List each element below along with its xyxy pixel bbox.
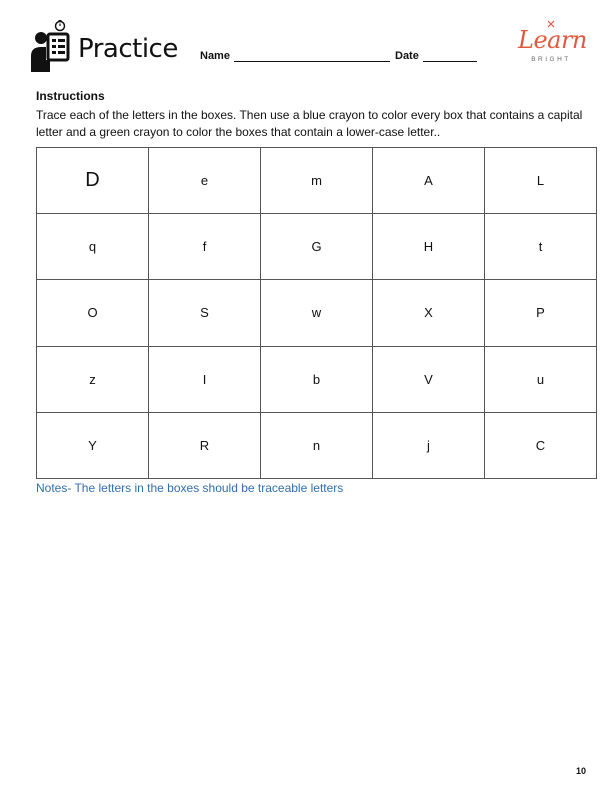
grid-row <box>37 346 597 412</box>
letter-box[interactable]: e <box>149 148 261 214</box>
date-label: Date <box>395 50 419 62</box>
name-line[interactable] <box>234 51 390 62</box>
letter-box[interactable]: A <box>373 148 485 214</box>
grid-row <box>37 148 597 214</box>
grid-row <box>37 280 597 346</box>
letter-box[interactable]: b <box>261 346 373 412</box>
letter-box[interactable]: w <box>261 280 373 346</box>
letter-box[interactable]: G <box>261 214 373 280</box>
letter-grid <box>36 147 597 479</box>
letter-box[interactable]: f <box>149 214 261 280</box>
learn-bright-logo <box>518 26 587 68</box>
letter-box[interactable]: z <box>37 346 149 412</box>
grid-row <box>37 412 597 478</box>
letter-box[interactable]: L <box>485 148 597 214</box>
date-line[interactable] <box>423 51 477 62</box>
page-title: Practice <box>78 34 178 64</box>
name-field[interactable] <box>200 50 390 62</box>
logo-word: Learn <box>518 26 587 54</box>
letter-box[interactable]: X <box>373 280 485 346</box>
letter-box[interactable]: D <box>37 148 149 214</box>
grid-row <box>37 214 597 280</box>
logo-subtitle: BRIGHT <box>531 56 571 63</box>
page-number: 10 <box>576 766 587 776</box>
letter-box[interactable]: S <box>149 280 261 346</box>
letter-box[interactable]: I <box>149 346 261 412</box>
letter-box[interactable]: R <box>149 412 261 478</box>
letter-box[interactable]: O <box>37 280 149 346</box>
instructions-text: Trace each of the letters in the boxes. Then use a blue crayon to color every box that contains a capital letter and a green crayon to color the boxes that contain a lower-case letter.. <box>36 108 583 139</box>
letter-box[interactable]: Y <box>37 412 149 478</box>
letter-box[interactable]: j <box>373 412 485 478</box>
date-field[interactable] <box>395 50 477 62</box>
letter-box[interactable]: P <box>485 280 597 346</box>
name-label: Name <box>200 50 230 62</box>
letter-box[interactable]: C <box>485 412 597 478</box>
practice-person-icon <box>30 20 72 72</box>
instructions-heading: Instructions <box>36 89 105 103</box>
worksheet-header <box>0 0 612 85</box>
letter-box[interactable]: m <box>261 148 373 214</box>
letter-box[interactable]: V <box>373 346 485 412</box>
letter-box[interactable]: H <box>373 214 485 280</box>
letter-box[interactable]: n <box>261 412 373 478</box>
notes-text: Notes- The letters in the boxes should be traceable letters <box>36 481 344 495</box>
letter-box[interactable]: t <box>485 214 597 280</box>
letter-box[interactable]: u <box>485 346 597 412</box>
letter-box[interactable]: q <box>37 214 149 280</box>
